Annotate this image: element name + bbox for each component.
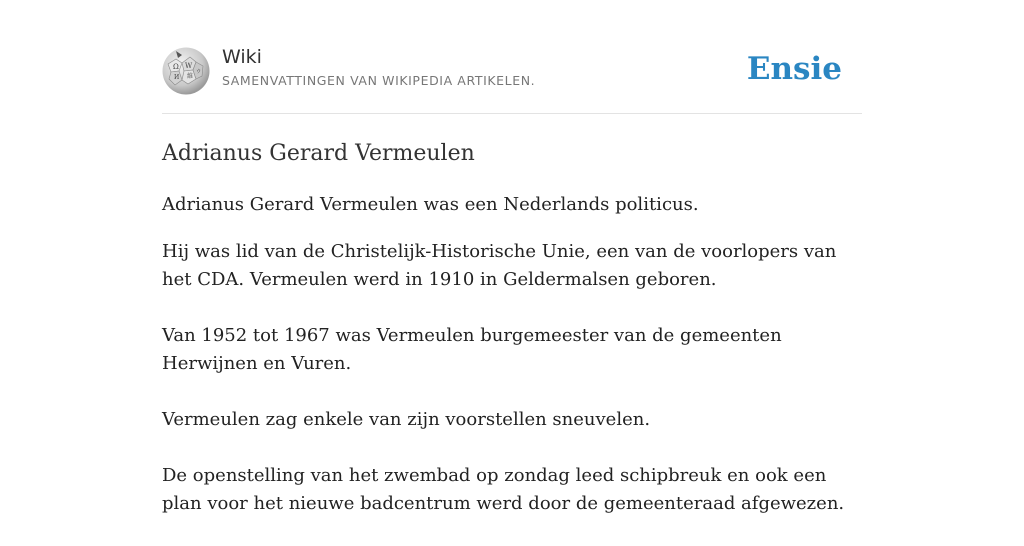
article-paragraph: De openstelling van het zwembad op zondag leed schipbreuk en ook een plan voor het nieuwe badcentrum werd door de gemeenteraad afgewezen. (162, 465, 845, 514)
page (162, 0, 862, 546)
article-paragraph: Van 1952 tot 1967 was Vermeulen burgemeester van de gemeenten Herwijnen en Vuren. (162, 325, 782, 374)
article-paragraph: Vermeulen zag enkele van zijn voorstellen sneuvelen. (162, 409, 651, 430)
wikipedia-globe-icon[interactable] (162, 47, 210, 95)
article-body (162, 238, 862, 518)
site-brand (222, 45, 535, 88)
article-title: Adrianus Gerard Vermeulen (162, 141, 475, 166)
ensie-logo-link[interactable]: Ensie (746, 51, 842, 87)
svg-text:Ω: Ω (173, 63, 179, 71)
article-lead: Adrianus Gerard Vermeulen was een Nederlands politicus. (162, 194, 699, 215)
svg-text:И: И (174, 74, 180, 81)
svg-text:維: 維 (187, 73, 194, 80)
site-header (162, 0, 862, 114)
svg-text:ウ: ウ (196, 69, 202, 75)
article-paragraph: Hij was lid van de Christelijk-Historische Unie, een van de voorlopers van het CDA. Vermeulen werd in 1910 in Geldermalsen geboren. (162, 241, 837, 290)
site-title[interactable]: Wiki (222, 46, 262, 68)
site-subtitle: SAMENVATTINGEN VAN WIKIPEDIA ARTIKELEN. (222, 73, 536, 88)
svg-text:W: W (185, 62, 193, 70)
